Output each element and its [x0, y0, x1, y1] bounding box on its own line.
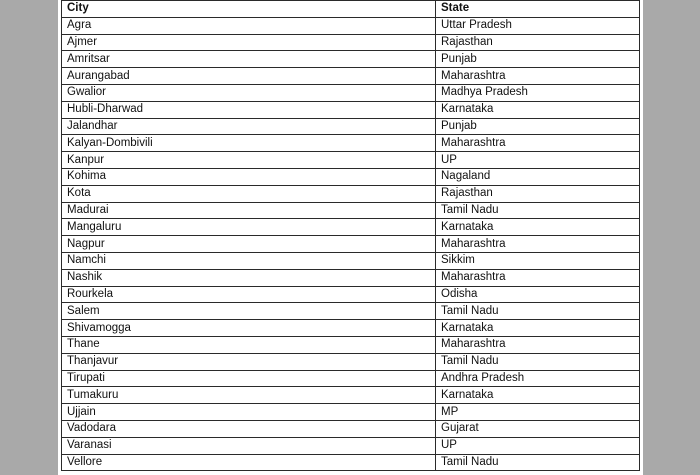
city-cell: Kanpur — [62, 152, 436, 169]
table-row — [62, 118, 640, 135]
city-cell: Thanjavur — [62, 353, 436, 370]
table-row — [62, 252, 640, 269]
table-row — [62, 404, 640, 421]
state-cell: Karnataka — [436, 320, 640, 337]
city-cell: Vellore — [62, 454, 436, 471]
city-cell: Thane — [62, 336, 436, 353]
table-row — [62, 202, 640, 219]
city-cell: Nagpur — [62, 236, 436, 253]
city-cell: Tirupati — [62, 370, 436, 387]
table-row — [62, 51, 640, 68]
state-cell: Sikkim — [436, 252, 640, 269]
table-row — [62, 135, 640, 152]
state-cell: Tamil Nadu — [436, 353, 640, 370]
table-row — [62, 420, 640, 437]
city-cell: Agra — [62, 17, 436, 34]
table-row — [62, 437, 640, 454]
column-header-state: State — [436, 1, 640, 18]
state-cell: UP — [436, 152, 640, 169]
table-row — [62, 236, 640, 253]
table-row — [62, 84, 640, 101]
state-cell: UP — [436, 437, 640, 454]
city-cell: Kota — [62, 185, 436, 202]
state-cell: Madhya Pradesh — [436, 84, 640, 101]
column-header-city: City — [62, 1, 436, 18]
state-cell: Maharashtra — [436, 336, 640, 353]
state-cell: Maharashtra — [436, 236, 640, 253]
city-cell: Nashik — [62, 269, 436, 286]
table-row — [62, 269, 640, 286]
table-row — [62, 185, 640, 202]
state-cell: Tamil Nadu — [436, 303, 640, 320]
city-cell: Madurai — [62, 202, 436, 219]
state-cell: Karnataka — [436, 219, 640, 236]
table-row — [62, 454, 640, 471]
table-row — [62, 320, 640, 337]
table-row — [62, 168, 640, 185]
table-row — [62, 101, 640, 118]
state-cell: Punjab — [436, 118, 640, 135]
table-row — [62, 370, 640, 387]
city-cell: Hubli-Dharwad — [62, 101, 436, 118]
table-row — [62, 219, 640, 236]
state-cell: Maharashtra — [436, 68, 640, 85]
city-cell: Salem — [62, 303, 436, 320]
city-cell: Rourkela — [62, 286, 436, 303]
state-cell: Karnataka — [436, 101, 640, 118]
city-cell: Vadodara — [62, 420, 436, 437]
table-row — [62, 68, 640, 85]
table-row — [62, 387, 640, 404]
table-row — [62, 303, 640, 320]
city-cell: Mangaluru — [62, 219, 436, 236]
city-cell: Ajmer — [62, 34, 436, 51]
table-row — [62, 336, 640, 353]
city-cell: Amritsar — [62, 51, 436, 68]
table-body — [62, 17, 640, 471]
city-state-table — [61, 0, 640, 471]
city-cell: Shivamogga — [62, 320, 436, 337]
table-row — [62, 152, 640, 169]
state-cell: Nagaland — [436, 168, 640, 185]
state-cell: Maharashtra — [436, 135, 640, 152]
state-cell: Uttar Pradesh — [436, 17, 640, 34]
table-row — [62, 34, 640, 51]
state-cell: Karnataka — [436, 387, 640, 404]
table-header-row — [62, 1, 640, 18]
city-cell: Aurangabad — [62, 68, 436, 85]
table-row — [62, 17, 640, 34]
city-cell: Varanasi — [62, 437, 436, 454]
state-cell: Tamil Nadu — [436, 202, 640, 219]
state-cell: Rajasthan — [436, 34, 640, 51]
city-cell: Kohima — [62, 168, 436, 185]
city-cell: Kalyan-Dombivili — [62, 135, 436, 152]
state-cell: Tamil Nadu — [436, 454, 640, 471]
city-cell: Jalandhar — [62, 118, 436, 135]
city-cell: Tumakuru — [62, 387, 436, 404]
state-cell: Odisha — [436, 286, 640, 303]
city-cell: Namchi — [62, 252, 436, 269]
state-cell: Punjab — [436, 51, 640, 68]
state-cell: Gujarat — [436, 420, 640, 437]
state-cell: Andhra Pradesh — [436, 370, 640, 387]
document-page — [58, 0, 643, 475]
city-cell: Gwalior — [62, 84, 436, 101]
table-row — [62, 353, 640, 370]
table-row — [62, 286, 640, 303]
city-cell: Ujjain — [62, 404, 436, 421]
state-cell: MP — [436, 404, 640, 421]
state-cell: Rajasthan — [436, 185, 640, 202]
state-cell: Maharashtra — [436, 269, 640, 286]
